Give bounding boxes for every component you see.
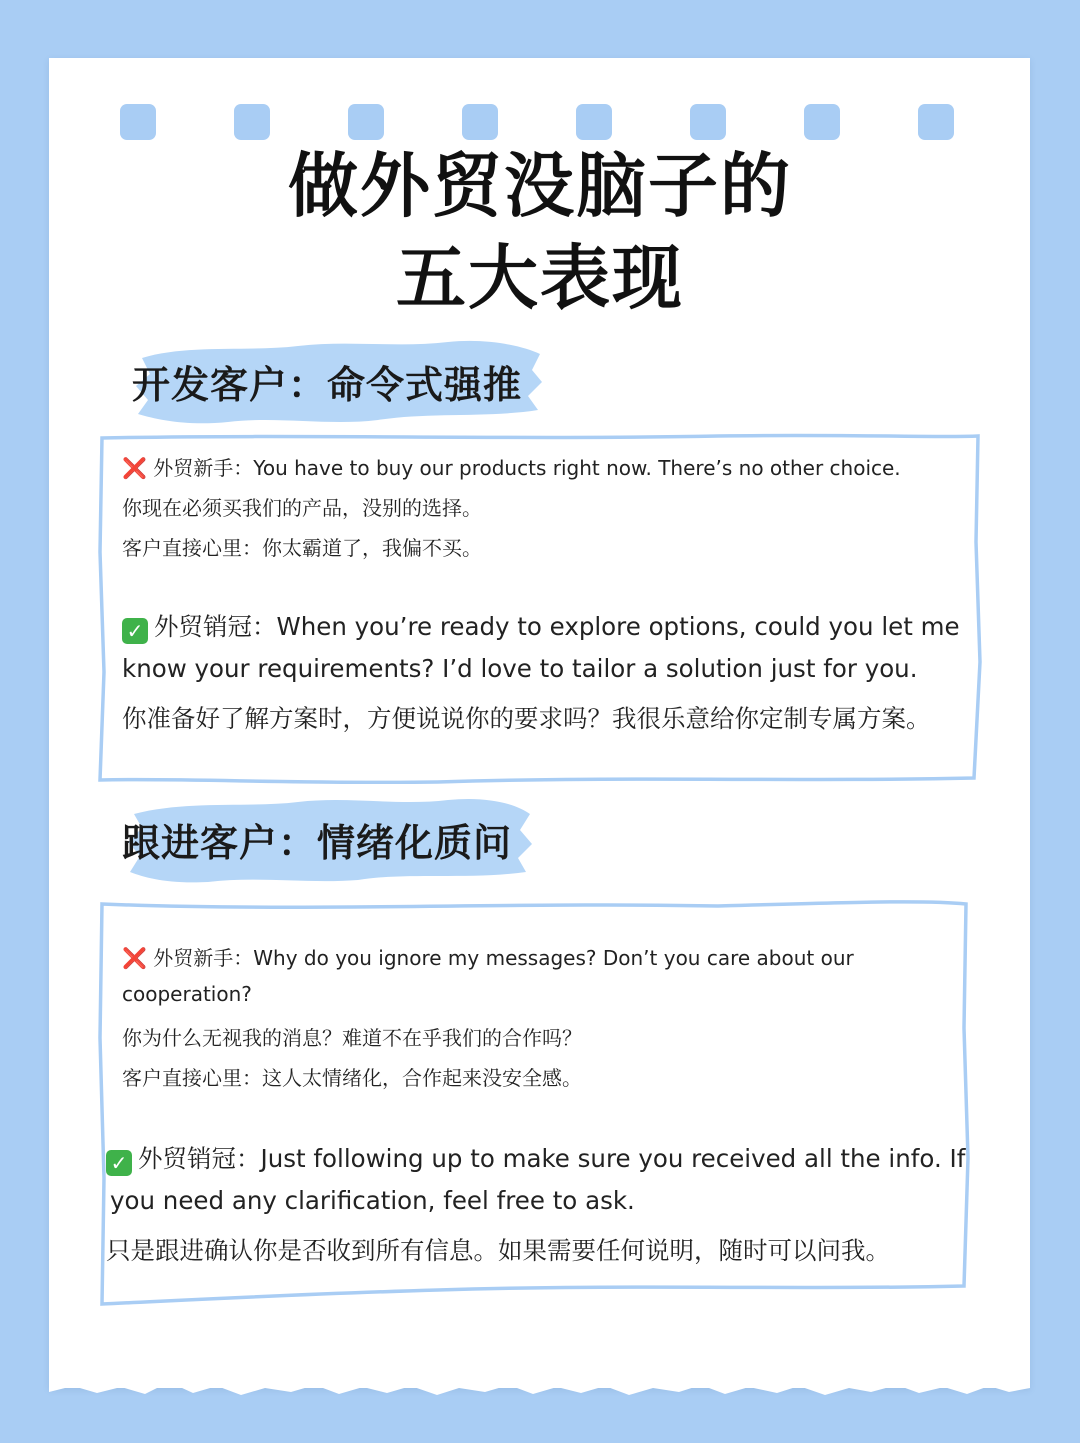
good-example-line — [106, 1140, 965, 1176]
example-box-1 — [98, 432, 982, 784]
section-heading-1 — [128, 334, 548, 407]
good-example-label: 外贸销冠： — [154, 612, 277, 641]
binder-hole — [348, 104, 384, 140]
bad-example-label: 外贸新手： — [153, 456, 254, 480]
binder-hole — [234, 104, 270, 140]
good-example-label: 外贸销冠： — [138, 1144, 261, 1173]
binder-hole — [462, 104, 498, 140]
binder-hole — [576, 104, 612, 140]
torn-paper-edge — [49, 1372, 1030, 1402]
customer-reaction: 客户直接心里：你太霸道了，我偏不买。 — [122, 536, 482, 560]
check-mark-icon: ✓ — [122, 618, 148, 644]
cross-mark-icon: ❌ — [122, 456, 147, 480]
bad-example-chinese: 你现在必须买我们的产品，没别的选择。 — [122, 496, 482, 520]
page-title — [0, 140, 1080, 324]
title-line-1: 做外贸没脑子的 — [288, 145, 792, 227]
good-example-line — [122, 608, 960, 644]
binder-holes — [0, 0, 1080, 150]
cross-mark-icon: ❌ — [122, 946, 147, 970]
good-example-chinese: 你准备好了解方案时，方便说说你的要求吗？我很乐意给你定制专属方案。 — [122, 704, 931, 733]
bad-example-chinese: 你为什么无视我的消息？难道不在乎我们的合作吗？ — [122, 1026, 582, 1050]
bad-example-english: You have to buy our products right now. There’s no other choice. — [253, 456, 901, 480]
bad-example-english-1: Why do you ignore my messages? Don’t you care about our — [253, 946, 854, 970]
bad-example-english-2: cooperation? — [122, 982, 252, 1006]
customer-reaction: 客户直接心里：这人太情绪化，合作起来没安全感。 — [122, 1066, 582, 1090]
binder-hole — [918, 104, 954, 140]
bad-example-line — [122, 942, 854, 971]
good-example-english-1: Just following up to make sure you received all the info. If — [260, 1144, 966, 1173]
binder-hole — [690, 104, 726, 140]
good-example-english-2: you need any clarification, feel free to ask. — [110, 1186, 635, 1215]
binder-hole — [120, 104, 156, 140]
section-heading-text: 跟进客户：情绪化质问 — [122, 821, 513, 865]
title-line-2: 五大表现 — [396, 237, 684, 319]
check-mark-icon: ✓ — [106, 1150, 132, 1176]
binder-hole — [804, 104, 840, 140]
good-example-english-1: When you’re ready to explore options, could you let me — [276, 612, 960, 641]
good-example-chinese: 只是跟进确认你是否收到所有信息。如果需要任何说明，随时可以问我。 — [106, 1236, 890, 1265]
section-heading-text: 开发客户：命令式强推 — [132, 363, 523, 407]
good-example-english-2: know your requirements? I’d love to tailor a solution just for you. — [122, 654, 918, 683]
bad-example-label: 外贸新手： — [153, 946, 254, 970]
example-box-2 — [98, 898, 970, 1310]
section-heading-2 — [118, 792, 538, 865]
bad-example-line — [122, 452, 901, 481]
